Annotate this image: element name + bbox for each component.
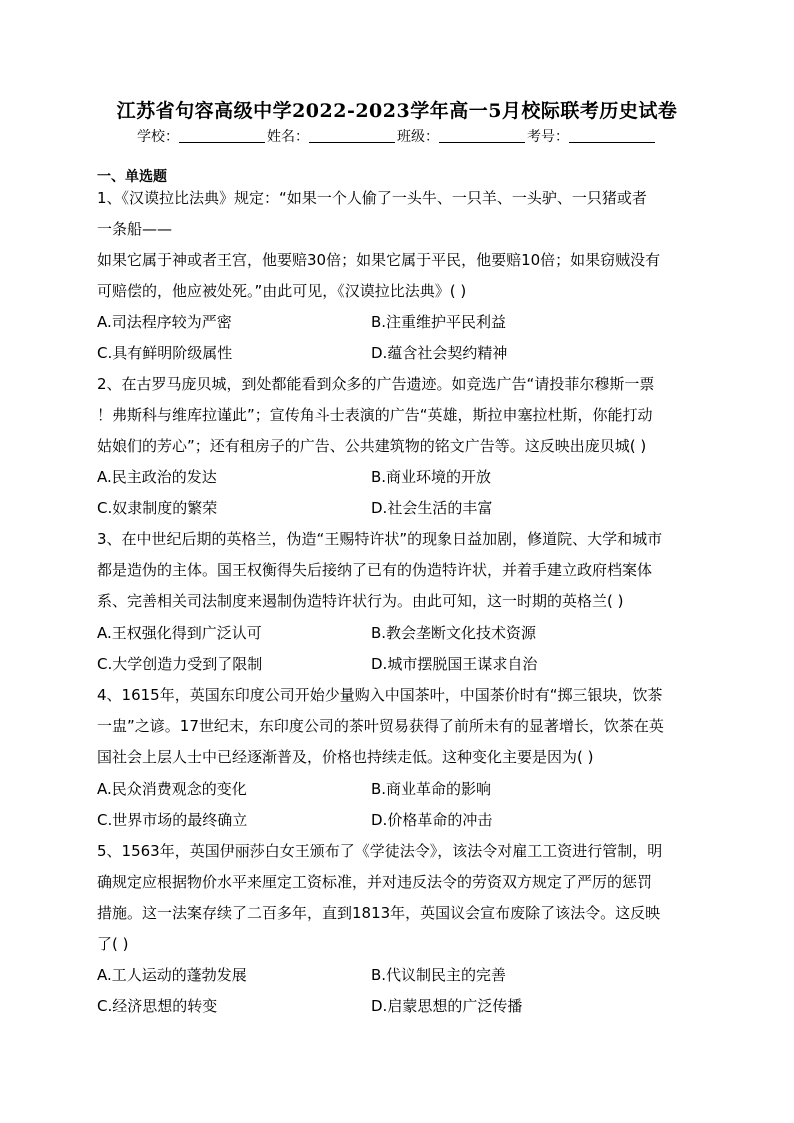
section-heading: 一、单选题	[97, 169, 167, 185]
option-d[interactable]: D.城市摆脱国王谋求自治	[371, 655, 538, 673]
question-3-line: 系、完善相关司法制度来遏制伪造特许状行为。由此可知，这一时期的英格兰( )	[97, 592, 624, 610]
option-b[interactable]: B.代议制民主的完善	[371, 966, 507, 984]
question-5	[97, 836, 697, 960]
question-1-line: 可赔偿的，他应被处死。”由此可见，《汉谟拉比法典》( )	[97, 282, 467, 300]
exam-number-label: 考号：	[527, 129, 569, 145]
question-3	[97, 524, 697, 617]
question-2	[97, 369, 697, 462]
option-d[interactable]: D.启蒙思想的广泛传播	[371, 997, 523, 1015]
question-2-line: ！弗斯科与维库拉谨此”；宣传角斗士表演的广告“英雄，斯拉申塞拉杜斯，你能打动	[97, 406, 653, 424]
option-d[interactable]: D.蕴含社会契约精神	[371, 344, 508, 362]
option-a[interactable]: A.司法程序较为严密	[97, 313, 232, 331]
question-4-line: 一盅”之谚。17世纪末，东印度公司的茶叶贸易获得了前所未有的显著增长，饮茶在英	[97, 717, 664, 735]
question-3-line: 都是造伪的主体。国王权衡得失后接纳了已有的伪造特许状，并着手建立政府档案体	[97, 561, 653, 579]
question-3-options	[97, 618, 697, 680]
exam-number-blank[interactable]	[569, 128, 655, 143]
option-a[interactable]: A.民众消费观念的变化	[97, 780, 247, 798]
question-1-line: 如果它属于神或者王宫，他要赔30倍；如果它属于平民，他要赔10倍；如果窃贼没有	[97, 251, 661, 269]
class-label: 班级：	[397, 129, 439, 145]
school-label: 学校：	[137, 129, 179, 145]
question-1-line: 1、《汉谟拉比法典》规定：“如果一个人偷了一头牛、一只羊、一头驴、一只猪或者	[97, 189, 647, 207]
option-d[interactable]: D.社会生活的丰富	[371, 499, 493, 517]
class-blank[interactable]	[439, 128, 525, 143]
option-b[interactable]: B.商业革命的影响	[371, 780, 492, 798]
option-b[interactable]: B.商业环境的开放	[371, 468, 492, 486]
name-blank[interactable]	[309, 128, 395, 143]
question-4-options	[97, 774, 697, 836]
question-1-line: 一条船——	[97, 220, 173, 238]
option-c[interactable]: C.世界市场的最终确立	[97, 811, 248, 829]
option-b[interactable]: B.教会垄断文化技术资源	[371, 624, 537, 642]
question-3-line: 3、在中世纪后期的英格兰，伪造“王赐特许状”的现象日益加剧，修道院、大学和城市	[97, 530, 663, 548]
option-c[interactable]: C.经济思想的转变	[97, 997, 218, 1015]
exam-title: 江苏省句容高级中学2022-2023学年高一5月校际联考历史试卷	[116, 100, 678, 122]
option-a[interactable]: A.民主政治的发达	[97, 468, 217, 486]
question-4	[97, 680, 697, 773]
question-5-line: 了( )	[97, 935, 129, 953]
student-info-line	[0, 126, 794, 146]
question-1	[97, 183, 697, 307]
question-5-line: 5、1563年，英国伊丽莎白女王颁布了《学徒法令》，该法令对雇工工资进行管制，明	[97, 842, 663, 860]
option-a[interactable]: A.工人运动的蓬勃发展	[97, 966, 247, 984]
option-b[interactable]: B.注重维护平民利益	[371, 313, 507, 331]
question-5-line: 措施。这一法案存续了二百多年，直到1813年，英国议会宣布废除了该法令。这反映	[97, 904, 661, 922]
option-d[interactable]: D.价格革命的冲击	[371, 811, 493, 829]
name-label: 姓名：	[267, 129, 309, 145]
question-4-line: 国社会上层人士中已经逐渐普及，价格也持续走低。这种变化主要是因为( )	[97, 748, 594, 766]
question-1-options	[97, 307, 697, 369]
question-5-line: 确规定应根据物价水平来厘定工资标准，并对违反法令的劳资双方规定了严厉的惩罚	[97, 873, 653, 891]
question-4-line: 4、1615年，英国东印度公司开始少量购入中国茶叶，中国茶价时有“掷三银块，饮茶	[97, 686, 663, 704]
option-a[interactable]: A.王权强化得到广泛认可	[97, 624, 262, 642]
question-2-line: 姑娘们的芳心”；还有租房子的广告、公共建筑物的铭文广告等。这反映出庞贝城( )	[97, 437, 647, 455]
school-blank[interactable]	[179, 128, 265, 143]
option-c[interactable]: C.大学创造力受到了限制	[97, 655, 263, 673]
option-c[interactable]: C.奴隶制度的繁荣	[97, 499, 218, 517]
question-5-options	[97, 960, 697, 1022]
question-2-line: 2、在古罗马庞贝城，到处都能看到众多的广告遗迹。如竞选广告“请投菲尔穆斯一票	[97, 375, 655, 393]
question-2-options	[97, 462, 697, 524]
option-c[interactable]: C.具有鲜明阶级属性	[97, 344, 233, 362]
